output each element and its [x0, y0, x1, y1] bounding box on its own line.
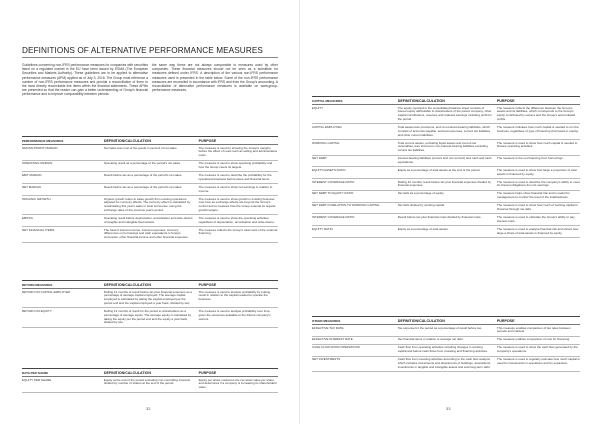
table-row: [22, 161, 278, 173]
measure-name: NET DEBT: [312, 156, 327, 161]
other-measures-table: [312, 316, 580, 372]
capital-measures-table: [312, 96, 580, 238]
table-row: [22, 215, 278, 227]
measure-purpose: The measure is used to analyse profitability by putting result in relation to the capital needed to operate the business.: [198, 289, 271, 302]
measure-purpose: The measure is used to show operating profitability and how the Group meets its targets.: [198, 161, 273, 169]
measure-definition: Total current assets, excluding liquid assets and current tax receivables, less short-term non-interest-bearing liabilities excluding current tax liabilities.: [397, 140, 488, 153]
table-row: [312, 124, 580, 140]
measure-purpose: The measure is used to show net earnings in relation to income.: [198, 184, 273, 193]
measure-definition: Net debt divided by working capital.: [397, 203, 445, 208]
table-row: [22, 289, 278, 308]
return-measures-table: [22, 280, 278, 328]
table-row: [312, 357, 580, 373]
measure-definition: Cash flow from investing activities according to the cash flow analysis which includes investments and divestments of buildings, acquisitions, investments in tangible and intangible assets and sold long-term debt.: [397, 357, 491, 369]
section-label: CAPITAL MEASURES: [312, 98, 343, 103]
table-row: [22, 145, 278, 161]
definition-header: DEFINITION/CALCULATION: [103, 138, 151, 143]
definition-header: DEFINITION/CALCULATION: [103, 282, 151, 287]
measure-purpose: The measure is used to show how much capital is needed to finance operating activities.: [496, 140, 578, 149]
section-header: [22, 368, 278, 377]
table-row: [312, 345, 580, 357]
measure-name: OPERATING MARGIN: [22, 161, 53, 166]
table-row: [312, 191, 580, 203]
page-title: DEFINITIONS OF ALTERNATIVE PERFORMANCE MEASURES: [22, 46, 263, 55]
measure-name: RETURN ON EQUITY: [22, 308, 52, 313]
measure-purpose: The measure is used to show how large a proportion of total assets is financed by equity.: [496, 167, 577, 176]
measure-purpose: Equity per share measures the net asset value per share and determines if a company is increasing its shareholders' value.: [198, 377, 278, 390]
page-number-left: 32: [146, 406, 151, 411]
measure-definition: Result before tax as a percentage of the period's net sales.: [103, 184, 183, 189]
measure-definition: Result before tax as a percentage of the period's net sales.: [103, 172, 183, 177]
right-page: [300, 0, 600, 424]
section-label: PERFORMANCE MEASURES: [22, 138, 64, 143]
table-row: [22, 377, 278, 393]
table-row: [312, 203, 580, 215]
measure-name: RETURN ON CAPITAL EMPLOYED: [22, 289, 71, 294]
section-header: [22, 280, 278, 289]
measure-name: CASH FLOW FROM OPERATIONS: [312, 345, 360, 350]
measure-definition: Result before tax plus financial costs divided by financial costs.: [397, 215, 482, 220]
table-row: [22, 196, 278, 215]
purpose-header: PURPOSE: [496, 98, 515, 103]
measure-definition: Organic growth refers to sales growth from existing operations, adjusted for currency effects. The currency effect is calculated by recalculating this year's sales in local currencies, using the exchange rates of the previous year's period.: [103, 196, 191, 212]
purpose-header: PURPOSE: [198, 282, 217, 287]
measure-name: CAPITAL EMPLOYED: [312, 124, 342, 129]
table-row: [22, 308, 278, 327]
measure-name: EFFECTIVE INTEREST RATE: [312, 337, 353, 342]
measure-purpose: The measure reflects the difference between the Group's assets and its liabilities, which corresponds to the Group's equity contributed by owners and the Group's accumulated profits.: [496, 105, 576, 121]
measure-purpose: The measure is used to calculate the Group's ability to pay interest costs.: [496, 215, 575, 223]
purpose-header: PURPOSE: [198, 138, 217, 143]
measure-definition: Cash flow from operating activities including changes in working capital and before cash flows from investing and financing activities.: [397, 345, 488, 354]
section-label: OTHER MEASURES: [312, 318, 341, 323]
table-row: [22, 227, 278, 243]
measure-purpose: The measure is used to regularly estimate how much capital is used for investments in operations and for expansion.: [496, 357, 580, 365]
measure-name: NET FINANCIAL ITEMS: [22, 227, 55, 232]
measure-definition: Rolling 12 months' result before tax plus financial expenses divided by financial expenses.: [397, 179, 491, 188]
measure-name: NET DEBT TO EQUITY RATIO: [312, 191, 354, 196]
measure-definition: Equity as a percentage of total assets at the end of the period.: [397, 167, 481, 172]
measure-definition: Operating result as a percentage of the period's net sales.: [103, 161, 181, 166]
intro-text-column-1: Guidelines concerning non-IFRS performance measures for companies with securities listed on a regulated market in the EU have been issued by ESMA (The European Securities and Markets Authority). These guidelines are to be applied to alternative performance measures (APM) applied as of July 3, 2016. The Group must reference a number of non-IFRS performance measures and provide a reconciliation of them to the most directly reconcilable line items within the financial statements. These APMs are presented so that the reader can gain a better understanding of Group's financial performance and to improve comparability between periods.: [22, 63, 148, 97]
table-row: [312, 214, 580, 226]
measure-name: NET DEBT IN RELATION TO WORKING CAPITAL: [312, 203, 380, 208]
performance-measures-table: [22, 136, 278, 243]
table-row: [312, 179, 580, 191]
table-row: [22, 172, 278, 184]
section-header: [22, 136, 278, 145]
measure-name: GROSS PROFIT MARGIN: [22, 145, 58, 150]
table-row: [312, 105, 580, 124]
measure-purpose: The measure is used to show how much of working capital is financed through net debt.: [496, 203, 578, 212]
measure-purpose: The measure is used for showing the Group's margins before the effect of costs such as selling and administrative costs.: [198, 145, 278, 158]
table-row: [312, 337, 580, 345]
table-row: [312, 226, 580, 238]
section-label: DATA PER SHARE: [22, 370, 49, 375]
measure-name: NET MARGIN: [22, 184, 41, 189]
measure-name: WORKING CAPITAL: [312, 140, 340, 145]
measure-name: EFFECTIVE TAX RATE: [312, 325, 344, 330]
measure-purpose: The measure indicates how much capital is needed to run the business, regardless of type of financing (borrowed or equity).: [496, 124, 579, 133]
measure-definition: Net financial items in relation to average net debt.: [397, 337, 464, 342]
measure-name: EQUITY/ASSETS RATIO: [312, 167, 346, 172]
table-row: [312, 325, 580, 337]
measure-purpose: The measure reflects the Group's total costs of the external financing.: [198, 227, 278, 236]
definition-header: DEFINITION/CALCULATION: [103, 370, 151, 375]
measure-definition: Net sales less cost of the goods in percent of net sales.: [103, 145, 178, 150]
measure-purpose: The measure is used to describe the company's ability to meet its interest obligations from its earnings.: [496, 179, 580, 188]
purpose-header: PURPOSE: [496, 318, 515, 323]
measure-definition: The equity reported in the consolidated balance sheet consists of issued equity attributable to shareholders of the parent company, other capital contributions, reserves and retained earnings including profit for the period.: [397, 105, 492, 121]
measure-name: INTEREST COVERAGE RATIO: [312, 179, 355, 184]
data-per-share-table: [22, 368, 278, 393]
measure-purpose: The measure is used to show the cash flow generated by the company's operations.: [496, 345, 578, 354]
section-header: [312, 96, 580, 105]
measure-name: EBIT MARGIN: [22, 172, 42, 177]
section-label: RETURN MEASURES: [22, 282, 53, 287]
measure-purpose: This measure enables comparison of tax rates between periods and markets.: [496, 325, 571, 334]
measure-definition: Rolling 12 months of result for the period to shareholders as a percentage of average equity. The average equity is calculated by taking the equity per the period end and the equity a year back, divided by two.: [103, 308, 192, 325]
measure-definition: The total of interest income, interest expenses, currency differences on borrowings and cash equivalents in foreign currencies, other financial income and other financial expenses.: [103, 227, 189, 240]
section-header: [312, 316, 580, 325]
measure-definition: Total assets less provisions, and non-interest-bearing liabilities, which consists of accounts payable, accrued expenses, current tax liabilities and other current liabilities.: [397, 124, 491, 137]
table-row: [312, 167, 580, 179]
page-number-right: 33: [446, 406, 451, 411]
measure-purpose: The measure is used to show growth in existing business over time as exchange effects are beyond the Group's control and to measure how the Group extends its organic growth targets.: [198, 196, 276, 212]
purpose-header: PURPOSE: [198, 370, 217, 375]
measure-definition: Net debt as a percentage of equity.: [397, 191, 445, 196]
measure-name: EQUITY RATIO: [312, 226, 333, 231]
measure-definition: Tax expense for the period as a percentage of result before tax.: [397, 325, 482, 330]
definition-header: DEFINITION/CALCULATION: [397, 318, 445, 323]
table-row: [312, 156, 580, 168]
intro-text-column-2: the same way these are not always comparable to measures used by other companies. These financial measures should not be seen as a substitute for measures defined under IFRS. A description of the various non-IFRS performance measures used is presented in the table below. Some of the non-IFRS performance measures are reconciled in accordance with IFRS and from the Group's accounting. A reconciliation of alternative performance measures is available on www.group-performance-measures.: [152, 63, 278, 93]
measure-name: EQUITY PER SHARE: [22, 377, 52, 382]
measure-purpose: The measure is the net financing from borrowings.: [496, 156, 564, 161]
measure-definition: Rolling 12 months of result before tax plus financial expenses as a percentage of average capital employed. The average capital employed is calculated by taking the capital employed per the period end and the capital employed a year back, divided by two.: [103, 289, 192, 305]
measure-purpose: The measure is used to show the operating activities, regardless of depreciation, amortisation and write-downs.: [198, 215, 275, 224]
definition-header: DEFINITION/CALCULATION: [397, 98, 445, 103]
measure-definition: Operating result before depreciation, amortisation and write-downs of tangible and intangible fixed assets.: [103, 215, 193, 224]
measure-name: NET INVESTMENTS: [312, 357, 341, 362]
measure-purpose: The measure is used to analyse financial risk and shows how large a share of total assets is financed by equity.: [496, 226, 579, 235]
table-row: [22, 184, 278, 196]
measure-name: INTEREST COVERAGE RATIO: [312, 215, 355, 220]
measure-definition: Interest-bearing liabilities (current and non-current) less cash and cash equivalents.: [397, 156, 492, 164]
measure-purpose: The measure is used to analyse profitability over time, given the resources available to the Parent company's owners.: [198, 308, 271, 321]
measure-name: ORGANIC GROWTH: [22, 196, 51, 201]
measure-purpose: The measure is used to describe the profitability for the operational business before taxes and financial items.: [198, 172, 272, 181]
measure-name: EBITDA: [22, 215, 33, 220]
measure-definition: Equity as a percentage of total assets.: [397, 226, 449, 231]
measure-definition: Equity at the end of the period excluding non-controlling interests divided by number of shares at the end of the period.: [103, 377, 191, 386]
title-divider: [22, 57, 278, 58]
measure-purpose: The measure helps show financial risk and is useful for management to monitor the level of the indebtedness.: [496, 191, 570, 200]
measure-purpose: The measure enables comparison of cost for financing.: [496, 337, 570, 342]
measure-name: EQUITY: [312, 105, 324, 110]
table-row: [312, 140, 580, 156]
